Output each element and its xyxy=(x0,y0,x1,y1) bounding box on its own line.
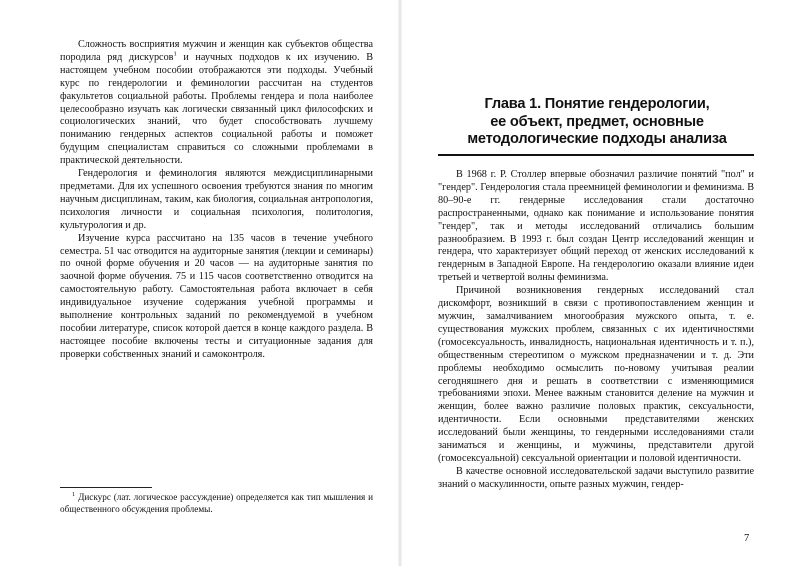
paragraph: В качестве основной исследовательской задачи выступило развитие знаний о маскулинности, опыте разных мужчин, гендер- xyxy=(438,465,754,490)
paragraph-text: Сложность восприятия мужчин и женщин как субъектов общества породила ряд дискурсов xyxy=(60,39,373,63)
chapter-title xyxy=(441,96,753,149)
footnote xyxy=(60,492,373,515)
paragraph-text-continued: и научных подходов к их изучению. В настоящем учебном пособии отображаются эти подходы. Учебный курс по гендерологии и феминологии рассчитан на студентов факультетов социальной работы. Проблемы гендера и пола наиболее целесообразно изучать как логически связанный цикл философских и социологических знаний, что будет способствовать лучшему пониманию гендерных аспектов социальной работы и поможет будущим специалистам справиться со сложными проблемами в практической деятельности. xyxy=(60,51,373,167)
right-page-body xyxy=(438,169,754,492)
paragraph xyxy=(60,39,373,168)
footnote-text: Дискурс (лат. логическое рассуждение) определяется как тип мышления и общественного обсуждения проблемы. xyxy=(60,492,373,514)
paragraph: Изучение курса рассчитано на 135 часов в течение учебного семестра. 51 час отводится на аудиторные занятия (лекции и семинары) по очной форме обучения и 20 часов — на аудиторные занятия по заочной форме обучения. 75 и 115 часов соответственно отводится на самостоятельную работу. Самостоятельная работа включает в себя индивидуальное изучение содержания учебной программы и выполнение контрольных заданий по рекомендуемой в учебном пособии литературе, список которой дается в конце каждого раздела. В настоящее пособие включены тесты и ситуационные задания для проверки собственных знаний и самоконтроля. xyxy=(60,232,373,360)
footnote-mark: 1 xyxy=(72,490,76,498)
left-page-body xyxy=(60,39,373,362)
chapter-title-line: методологические подходы анализа xyxy=(467,131,727,147)
footnote-reference[interactable]: 1 xyxy=(173,50,177,58)
chapter-title-rule xyxy=(438,154,754,156)
chapter-title-line: ее объект, предмет, основные xyxy=(490,113,704,130)
paragraph: Гендерология и феминология являются междисциплинарными предметами. Для их успешного освоения требуются знания по многим научным дисциплинам, таким, как биология, социальная антропология, психология личности и социальная психология, политология, культурология и др. xyxy=(60,168,373,231)
paragraph: Причиной возникновения гендерных исследований стал дискомфорт, возникший в связи с противопоставлением женщин и мужчин, замалчиванием многообразия мужского опыта, т. е. существования мужских проблем, связанных с их идентичностями (гомосексуальность, инвалидность, национальная идентичность и т. п.), общественным стереотипом о мужском предназначении и т. д. Эти проблемы необходимо осмыслить по-новому учитывая реалии сегодняшнего дня и решать в соответствии с изменяющимися требованиями эпохи. Менее важным становится деление на мужчин и женщин, более важно различие половых практик, сексуальности, идентичности. Если основными представителями женских исследований были женщины, то гендерными исследованиями стали заниматься и женщины, и мужчины, представители другой (гомосексуальной) сексуальной ориентации и половой идентичности. xyxy=(438,285,754,464)
chapter-title-line: Глава 1. Понятие гендерологии, xyxy=(484,96,710,112)
page-number: 7 xyxy=(744,533,750,544)
footnote-divider xyxy=(60,487,152,488)
paragraph: В 1968 г. Р. Столлер впервые обозначил различие понятий "пол" и "гендер". Гендерология стала преемницей феминологии и феминизма. В 80–90-е гг. гендерные исследования стали достаточно распространенными, однако как понимание и использование понятия "гендер", так и методы исследований отличались большим разнообразием. В 1993 г. был создан Центр исследований женщин и гендера, что характеризует общий переход от женских исследований к гендерным в Западной Европе. На гендерологию оказали влияние идеи третьей и четвертой волны феминизма. xyxy=(438,169,754,284)
